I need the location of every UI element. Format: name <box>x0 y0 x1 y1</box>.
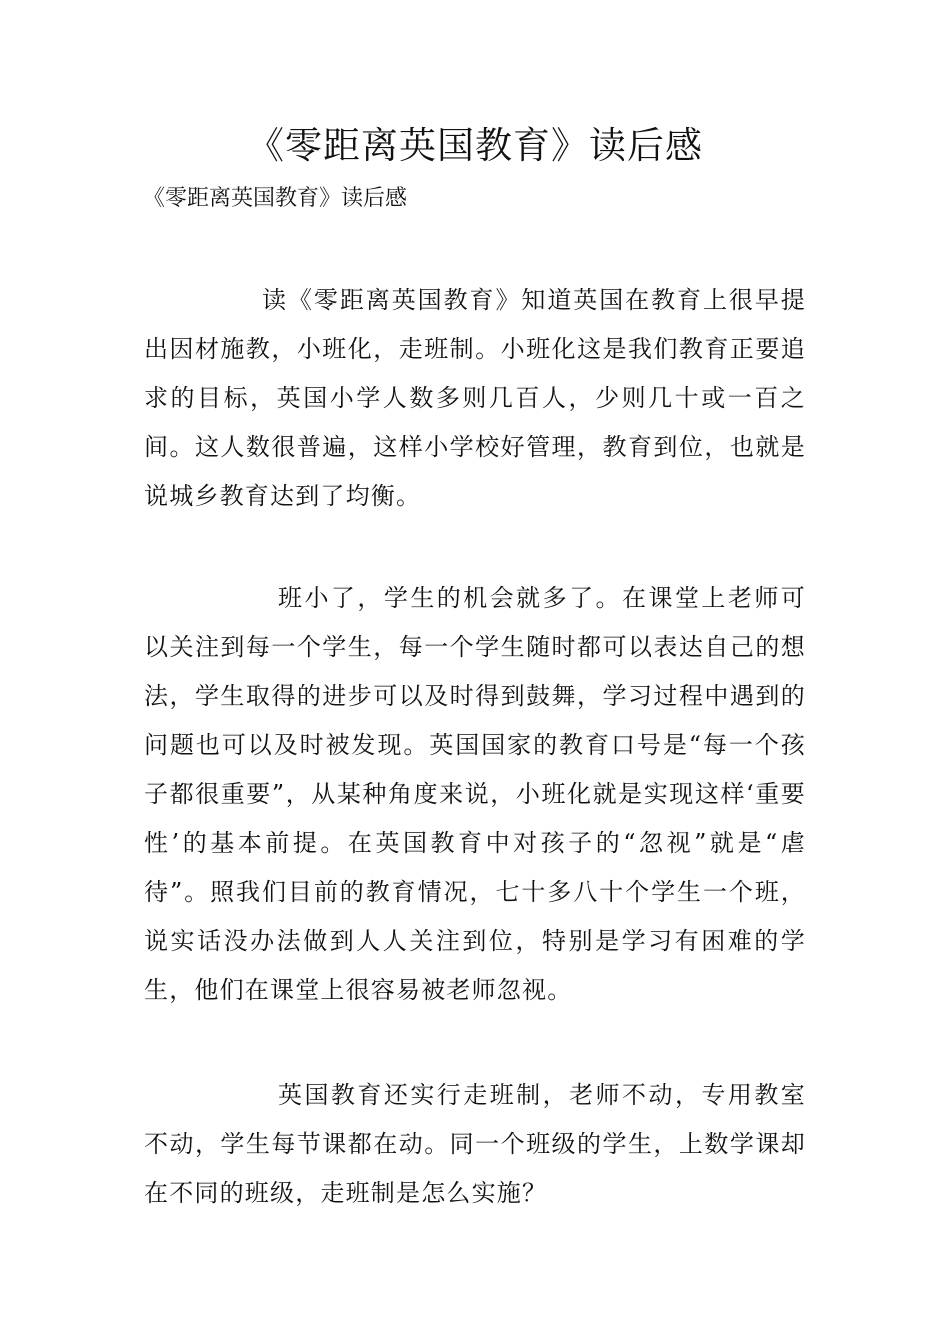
document-subtitle: 《零距离英国教育》读后感 <box>143 186 408 211</box>
document-title: 《零距离英国教育》读后感 <box>247 124 703 167</box>
paragraph-3: 英国教育还实行走班制，老师不动，专用教室不动，学生每节课都在动。同一个班级的学生，上数学课却在不同的班级，走班制是怎么实施？ <box>144 1081 806 1207</box>
paragraph-1: 读《零距离英国教育》知道英国在教育上很早提出因材施教，小班化，走班制。小班化这是我们教育正要追求的目标，英国小学人数多则几百人，少则几十或一百之间。这人数很普遍，这样小学校好管理，教育到位，也就是说城乡教育达到了均衡。 <box>144 286 806 510</box>
paragraph-2: 班小了，学生的机会就多了。在课堂上老师可以关注到每一个学生，每一个学生随时都可以表达自己的想法，学生取得的进步可以及时得到鼓舞，学习过程中遇到的问题也可以及时被发现。英国国家的教育口号是“每一个孩子都很重要”，从某种角度来说，小班化就是实现这样‘重要性’的基本前提。在英国教育中对孩子的“忽视”就是“虐待”。照我们目前的教育情况，七十多八十个学生一个班，说实话没办法做到人人关注到位，特别是学习有困难的学生，他们在课堂上很容易被老师忽视。 <box>144 584 806 1004</box>
